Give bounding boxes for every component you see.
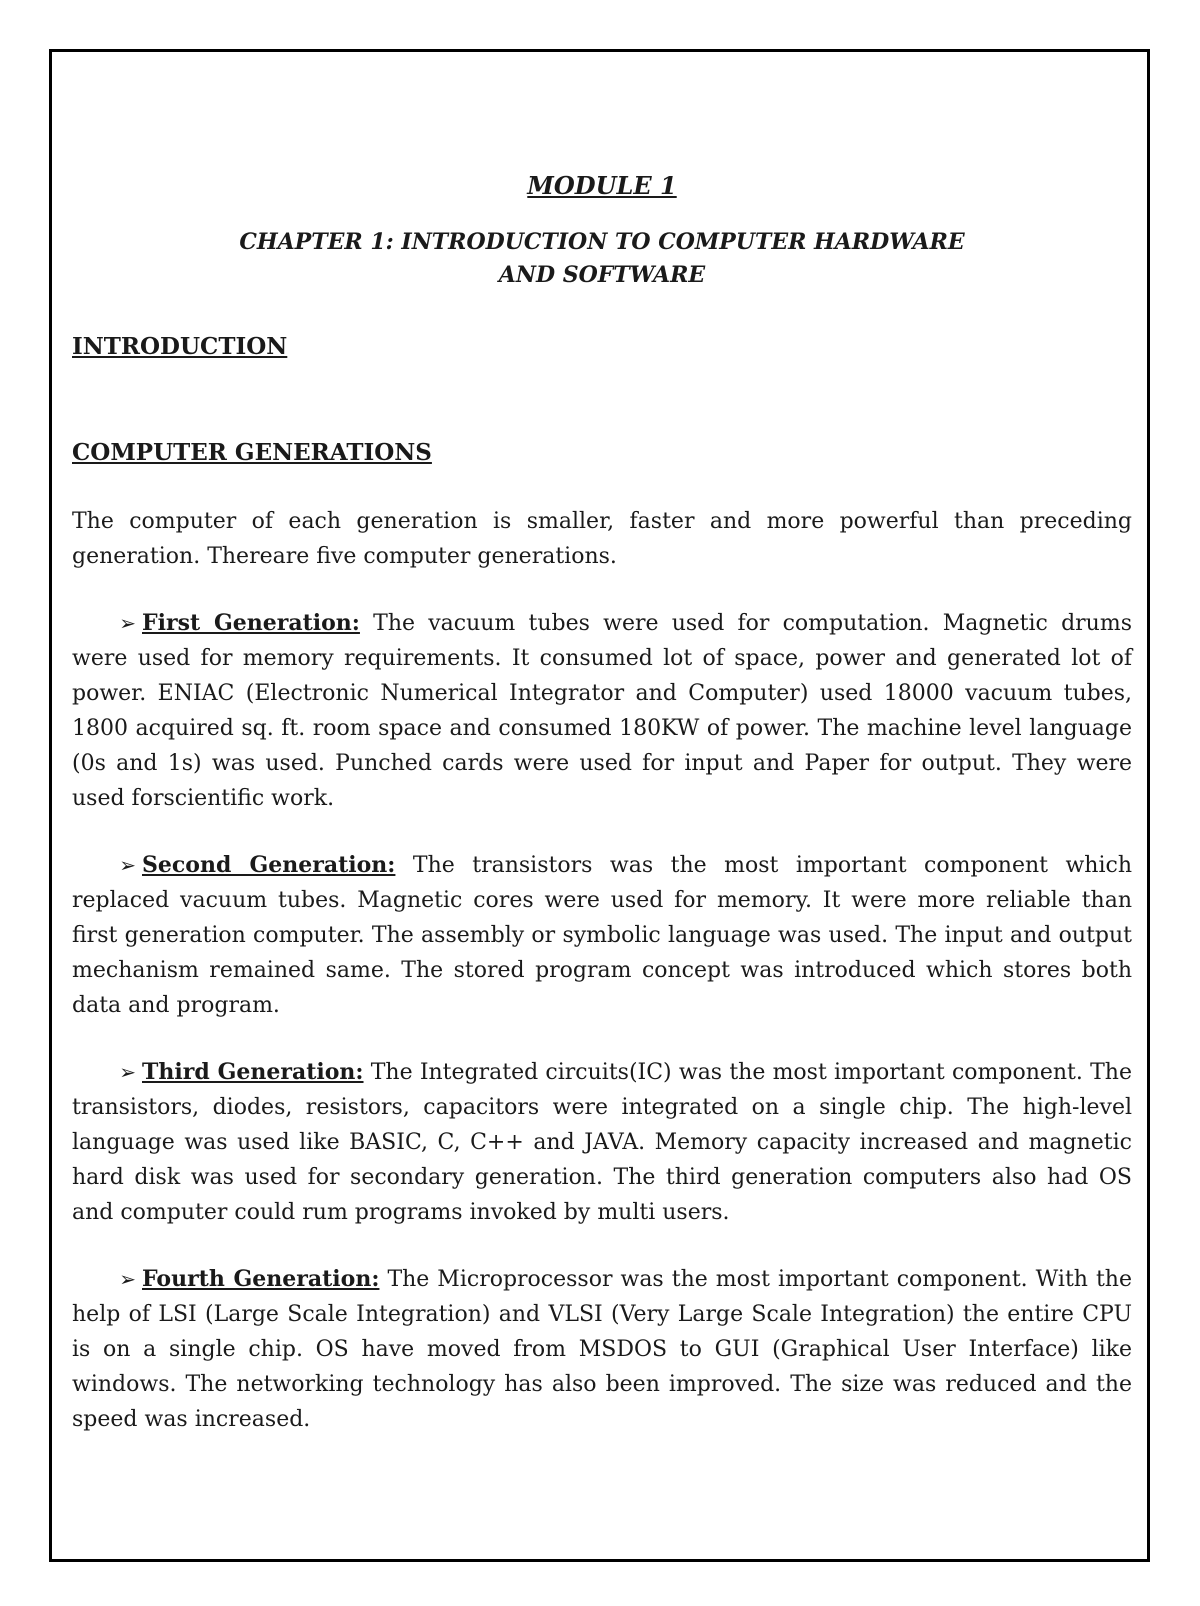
generation-text: The transistors was the most important component which replaced vacuum tubes. Magnetic cores were used for memory. It were more reliable than first generation computer. The assembly or symbolic language was used. The input and output mechanism remained same. The stored program concept was introduced which stores both data and program. [72,853,1132,1018]
arrow-bullet-icon: ➢ [119,1060,136,1084]
generation-label: Second Generation: [142,852,396,878]
arrow-bullet-icon: ➢ [119,853,136,877]
computer-generations-heading: COMPUTER GENERATIONS [72,439,432,466]
generation-paragraph-second [72,848,1132,1023]
generation-paragraph-fourth [72,1262,1132,1437]
generation-text: The vacuum tubes were used for computation. Magnetic drums were used for memory requirements. It consumed lot of space, power and generated lot of power. ENIAC (Electronic Numerical Integrator and Computer) used 18000 vacuum tubes, 1800 acquired sq. ft. room space and consumed 180KW of power. The machine level language (0s and 1s) was used. Punched cards were used for input and Paper for output. They were used forscientific work. [72,611,1132,811]
chapter-title: CHAPTER 1: INTRODUCTION TO COMPUTER HARDWARE AND SOFTWARE [239,229,965,288]
generation-label: Third Generation: [142,1059,364,1085]
arrow-bullet-icon: ➢ [119,1267,136,1291]
generation-text: The Integrated circuits(IC) was the most important component. The transistors, diodes, resistors, capacitors were integrated on a single chip. The high-level language was used like BASIC, C, C++ and JAVA. Memory capacity increased and magnetic hard disk was used for secondary generation. The third generation computers also had OS and computer could rum programs invoked by multi users. [72,1060,1132,1225]
module-title: MODULE 1 [527,171,677,200]
intro-paragraph: The computer of each generation is smaller, faster and more powerful than preceding generation. Thereare five computer generations. [72,509,1132,569]
generation-text: The Microprocessor was the most important component. With the help of LSI (Large Scale Integration) and VLSI (Very Large Scale Integration) the entire CPU is on a single chip. OS have moved from MSDOS to GUI (Graphical User Interface) like windows. The networking technology has also been improved. The size was reduced and the speed was increased. [72,1267,1132,1432]
generation-paragraph-first [72,606,1132,816]
document-body [72,168,1132,1437]
introduction-heading: INTRODUCTION [72,333,288,360]
generation-label: First Generation: [142,610,360,636]
generation-label: Fourth Generation: [142,1266,380,1292]
generation-paragraph-third [72,1055,1132,1230]
arrow-bullet-icon: ➢ [119,611,136,635]
